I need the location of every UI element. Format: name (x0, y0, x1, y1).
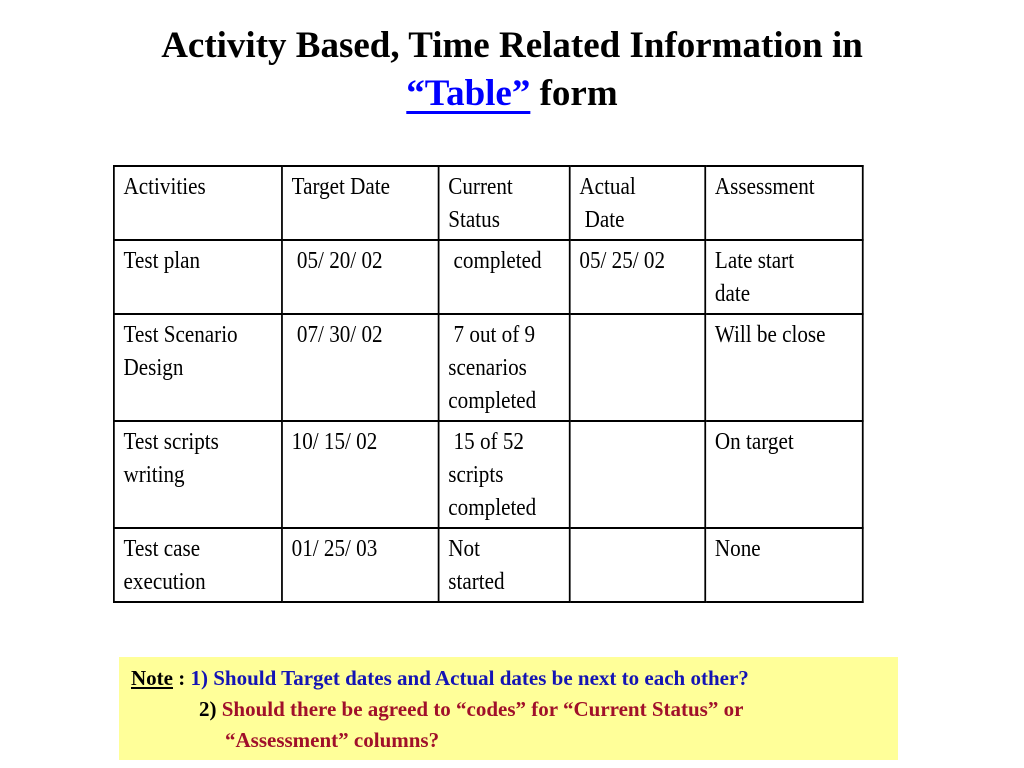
cell-target-date: 07/ 30/ 02 (282, 314, 439, 421)
header-actual-date: Actual Date (570, 166, 706, 240)
note-item-2: Should there be agreed to “codes” for “Current Status” or (216, 697, 744, 721)
cell-assessment: Will be close (705, 314, 863, 421)
title-line-2 (0, 70, 1024, 118)
cell-activity: Test case execution (114, 528, 282, 602)
table-row (114, 314, 863, 421)
table-row (114, 528, 863, 602)
title-line-1: Activity Based, Time Related Information in (161, 25, 863, 66)
cell-actual-date (570, 528, 706, 602)
cell-target-date: 10/ 15/ 02 (282, 421, 439, 528)
table-link[interactable]: “Table” (406, 73, 531, 114)
cell-actual-date: 05/ 25/ 02 (570, 240, 706, 314)
cell-assessment: Late start date (705, 240, 863, 314)
cell-target-date: 01/ 25/ 03 (282, 528, 439, 602)
cell-target-date: 05/ 20/ 02 (282, 240, 439, 314)
cell-actual-date (570, 314, 706, 421)
cell-actual-date (570, 421, 706, 528)
note-item-1: 1) Should Target dates and Actual dates be next to each other? (190, 666, 749, 690)
cell-activity: Test scripts writing (114, 421, 282, 528)
cell-activity: Test plan (114, 240, 282, 314)
cell-current-status: 7 out of 9 scenarios completed (439, 314, 570, 421)
note-line-2 (131, 694, 886, 725)
cell-assessment: None (705, 528, 863, 602)
table-header-row (114, 166, 863, 240)
cell-current-status: completed (439, 240, 570, 314)
activity-table (113, 165, 864, 603)
cell-current-status: Not started (439, 528, 570, 602)
note-line-3 (131, 725, 886, 756)
note-separator: : (172, 666, 191, 690)
note-item-2-continued: “Assessment” columns? (225, 728, 440, 752)
header-activities: Activities (114, 166, 282, 240)
slide-title (0, 22, 1024, 118)
cell-activity: Test Scenario Design (114, 314, 282, 421)
title-suffix: form (530, 73, 618, 114)
note-item-2-number: 2) (199, 697, 217, 721)
header-target-date: Target Date (282, 166, 439, 240)
table-row (114, 421, 863, 528)
table-row (114, 240, 863, 314)
note-line-1 (131, 663, 886, 694)
note-box (119, 657, 898, 760)
cell-current-status: 15 of 52 scripts completed (439, 421, 570, 528)
header-current-status: Current Status (439, 166, 570, 240)
header-assessment: Assessment (705, 166, 863, 240)
note-label: Note (131, 666, 173, 690)
cell-assessment: On target (705, 421, 863, 528)
